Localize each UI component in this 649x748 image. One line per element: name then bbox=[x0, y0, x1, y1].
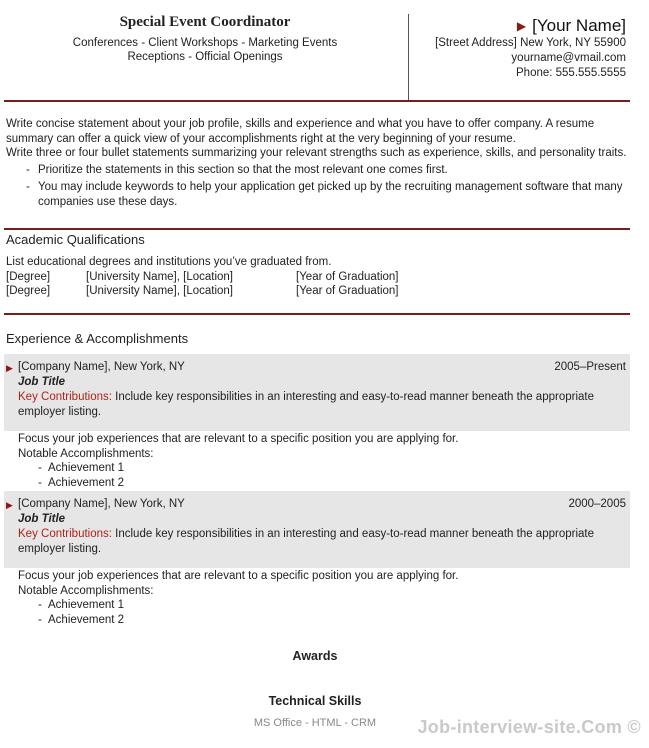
job-details-1 bbox=[18, 432, 618, 490]
notable-label: Notable Accomplishments: bbox=[18, 447, 154, 460]
company: [Company Name], New York, NY bbox=[18, 498, 185, 510]
degree: [Degree] bbox=[6, 270, 51, 283]
summary-bullet: - You may include keywords to help your application get picked up by the recruiting management software that many companies use these days. bbox=[38, 180, 630, 209]
achievement-item: - Achievement 1 bbox=[38, 461, 618, 476]
key-contributions-text: Include key responsibilities in an interesting and easy-to-read manner beneath the appropriate employer listing. bbox=[18, 528, 594, 555]
name-line bbox=[414, 16, 626, 36]
achievement-item: - Achievement 2 bbox=[38, 613, 618, 628]
grad-year: [Year of Graduation] bbox=[296, 270, 399, 283]
skills-list: MS Office - HTML - CRM bbox=[253, 717, 377, 729]
key-contributions-label: Key Contributions: bbox=[18, 391, 112, 403]
achievement-item: - Achievement 2 bbox=[38, 476, 618, 491]
school: [University Name], [Location] bbox=[86, 270, 234, 283]
address: [Street Address] New York, NY 55900 bbox=[435, 37, 626, 49]
degree: [Degree] bbox=[6, 285, 51, 297]
education-section bbox=[6, 255, 626, 299]
education-row bbox=[6, 270, 626, 285]
job-title: Job Title bbox=[18, 513, 66, 525]
key-contributions-label: Key Contributions: bbox=[18, 528, 112, 540]
candidate-name: [Your Name] bbox=[532, 16, 626, 35]
header-left bbox=[0, 14, 410, 63]
achievement-item: - Achievement 1 bbox=[38, 598, 618, 613]
key-contributions-text: Include key responsibilities in an interesting and easy-to-read manner beneath the appropriate employer listing. bbox=[18, 391, 594, 418]
specialties-line-2: Receptions - Official Openings bbox=[127, 51, 283, 63]
grad-year: [Year of Graduation] bbox=[296, 285, 399, 297]
company: [Company Name], New York, NY bbox=[18, 361, 185, 373]
experience-heading: Experience & Accomplishments bbox=[6, 331, 189, 346]
summary-section bbox=[6, 117, 630, 209]
phone: Phone: 555.555.5555 bbox=[516, 67, 626, 79]
school: [University Name], [Location] bbox=[86, 285, 234, 297]
skills-heading: Technical Skills bbox=[268, 694, 362, 708]
summary-paragraph-2: Write three or four bullet statements summarizing your relevant strengths such as experience, skills, and personality traits. bbox=[6, 147, 627, 159]
triangle-marker-icon: ▶ bbox=[6, 500, 13, 510]
email: yourname@vmail.com bbox=[511, 52, 626, 64]
job-entry-2 bbox=[4, 491, 630, 568]
job-entry-1 bbox=[4, 354, 630, 431]
watermark: Job-interview-site.Com © bbox=[417, 717, 641, 737]
header-rule bbox=[4, 100, 630, 102]
job-title: Job Title bbox=[18, 376, 66, 388]
education-row bbox=[6, 284, 626, 299]
notable-label: Notable Accomplishments: bbox=[18, 584, 154, 597]
awards-heading: Awards bbox=[292, 649, 338, 663]
section-rule bbox=[4, 313, 630, 315]
key-contributions bbox=[18, 527, 626, 557]
contact-block bbox=[414, 16, 626, 81]
summary-bullets bbox=[6, 163, 630, 210]
education-heading: Academic Qualifications bbox=[6, 232, 145, 247]
triangle-marker-icon: ▶ bbox=[6, 363, 13, 373]
focus-text: Focus your job experiences that are relevant to a specific position you are applying for. bbox=[18, 433, 459, 445]
job-title-heading: Special Event Coordinator bbox=[119, 14, 291, 30]
summary-bullet: - Prioritize the statements in this section so that the most relevant one comes first. bbox=[38, 163, 630, 178]
achievements-list bbox=[18, 598, 618, 627]
achievements-list bbox=[18, 461, 618, 490]
dates: 2005–Present bbox=[554, 361, 626, 373]
education-intro: List educational degrees and institutions you’ve graduated from. bbox=[6, 256, 332, 268]
section-rule bbox=[4, 228, 630, 230]
focus-text: Focus your job experiences that are relevant to a specific position you are applying for. bbox=[18, 570, 459, 582]
specialties-line-1: Conferences - Client Workshops - Marketing Events bbox=[72, 37, 338, 49]
triangle-marker-icon: ▶ bbox=[516, 19, 527, 33]
header-divider bbox=[408, 14, 409, 100]
key-contributions bbox=[18, 390, 626, 420]
dates: 2000–2005 bbox=[568, 498, 626, 510]
job-details-2 bbox=[18, 569, 618, 627]
summary-paragraph-1: Write concise statement about your job profile, skills and experience and what you have to offer company. A resume summary can offer a quick view of your accomplishments right at the very beginning of your resume. bbox=[6, 118, 595, 145]
